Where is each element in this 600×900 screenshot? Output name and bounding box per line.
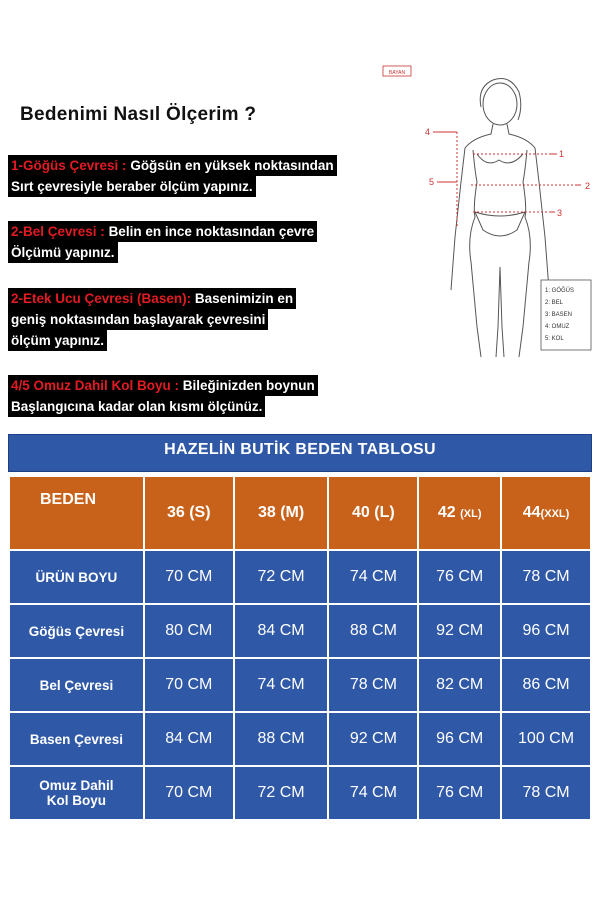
table-cell: 92 CM [329, 713, 417, 765]
instruction-arm [8, 375, 318, 417]
size-table [8, 434, 592, 821]
legend-item: 2: BEL [545, 300, 564, 306]
size-header-cell: 38 (M) [235, 477, 328, 549]
marker-label: 4 [425, 127, 431, 137]
table-cell: 70 CM [145, 659, 233, 711]
table-row [10, 551, 590, 603]
table-cell: 88 CM [235, 713, 328, 765]
instruction-text: geniş noktasından başlayarak çevresini [8, 309, 268, 330]
row-label: Göğüs Çevresi [10, 605, 143, 657]
row-label: Basen Çevresi [10, 713, 143, 765]
figure-tag: BAYAN [388, 70, 406, 76]
size-header-cell: 36 (S) [145, 477, 233, 549]
legend-item: 5: KOL [545, 336, 564, 342]
table-cell: 84 CM [145, 713, 233, 765]
instruction-text: Basenimizin en [194, 291, 294, 306]
size-header-cell: 40 (L) [329, 477, 417, 549]
instruction-label: 2-Etek Ucu Çevresi (Basen): [11, 291, 192, 306]
instruction-text: Başlangıcına kadar olan kısmı ölçünüz. [8, 396, 265, 417]
table-cell: 86 CM [502, 659, 590, 711]
table-cell: 74 CM [235, 659, 328, 711]
table-row [10, 713, 590, 765]
instruction-text: ölçüm yapınız. [8, 330, 107, 351]
table-cell: 100 CM [502, 713, 590, 765]
size-header-cell: 44(XXL) [502, 477, 590, 549]
table-cell: 92 CM [419, 605, 500, 657]
size-corner-label: BEDEN [10, 477, 143, 549]
table-row [10, 605, 590, 657]
body-outline-icon [388, 62, 600, 362]
body-measurement-figure [388, 62, 600, 362]
table-cell: 72 CM [235, 767, 328, 819]
instruction-hip [8, 288, 296, 351]
instruction-label: 4/5 Omuz Dahil Kol Boyu : [11, 378, 180, 393]
instruction-text: Sırt çevresiyle beraber ölçüm yapınız. [8, 176, 256, 197]
instruction-waist [8, 221, 317, 263]
table-cell: 76 CM [419, 767, 500, 819]
table-cell: 76 CM [419, 551, 500, 603]
table-row [10, 659, 590, 711]
legend-item: 1: GÖĞÜS [545, 288, 575, 294]
table-cell: 80 CM [145, 605, 233, 657]
marker-label: 1 [559, 149, 565, 159]
table-cell: 78 CM [329, 659, 417, 711]
row-label: ÜRÜN BOYU [10, 551, 143, 603]
size-header-cell: 42 (XL) [419, 477, 500, 549]
table-cell: 70 CM [145, 551, 233, 603]
instruction-label: 1-Göğüs Çevresi : [11, 158, 127, 173]
table-cell: 72 CM [235, 551, 328, 603]
marker-label: 5 [429, 177, 435, 187]
instruction-chest [8, 155, 337, 197]
size-table-grid [8, 475, 592, 821]
marker-label: 2 [585, 181, 591, 191]
table-cell: 70 CM [145, 767, 233, 819]
row-label: Omuz Dahil Kol Boyu [10, 767, 143, 819]
instruction-text: Belin en ince noktasından çevre [108, 224, 315, 239]
table-cell: 74 CM [329, 767, 417, 819]
instruction-label: 2-Bel Çevresi : [11, 224, 105, 239]
instruction-text: Ölçümü yapınız. [8, 242, 118, 263]
table-cell: 82 CM [419, 659, 500, 711]
size-header-row [10, 477, 590, 549]
table-cell: 78 CM [502, 767, 590, 819]
size-table-title: HAZELİN BUTİK BEDEN TABLOSU [8, 434, 592, 472]
legend-item: 4: OMUZ [545, 324, 570, 330]
table-row [10, 767, 590, 819]
instruction-text: Bileğinizden boynun [182, 378, 315, 393]
page-title: Bedenimi Nasıl Ölçerim ? [20, 104, 257, 125]
row-label: Bel Çevresi [10, 659, 143, 711]
table-cell: 78 CM [502, 551, 590, 603]
table-cell: 74 CM [329, 551, 417, 603]
legend-item: 3: BASEN [545, 312, 573, 318]
marker-label: 3 [557, 208, 563, 218]
table-cell: 96 CM [502, 605, 590, 657]
table-cell: 96 CM [419, 713, 500, 765]
table-cell: 88 CM [329, 605, 417, 657]
instruction-text: Göğsün en yüksek noktasından [130, 158, 334, 173]
table-cell: 84 CM [235, 605, 328, 657]
